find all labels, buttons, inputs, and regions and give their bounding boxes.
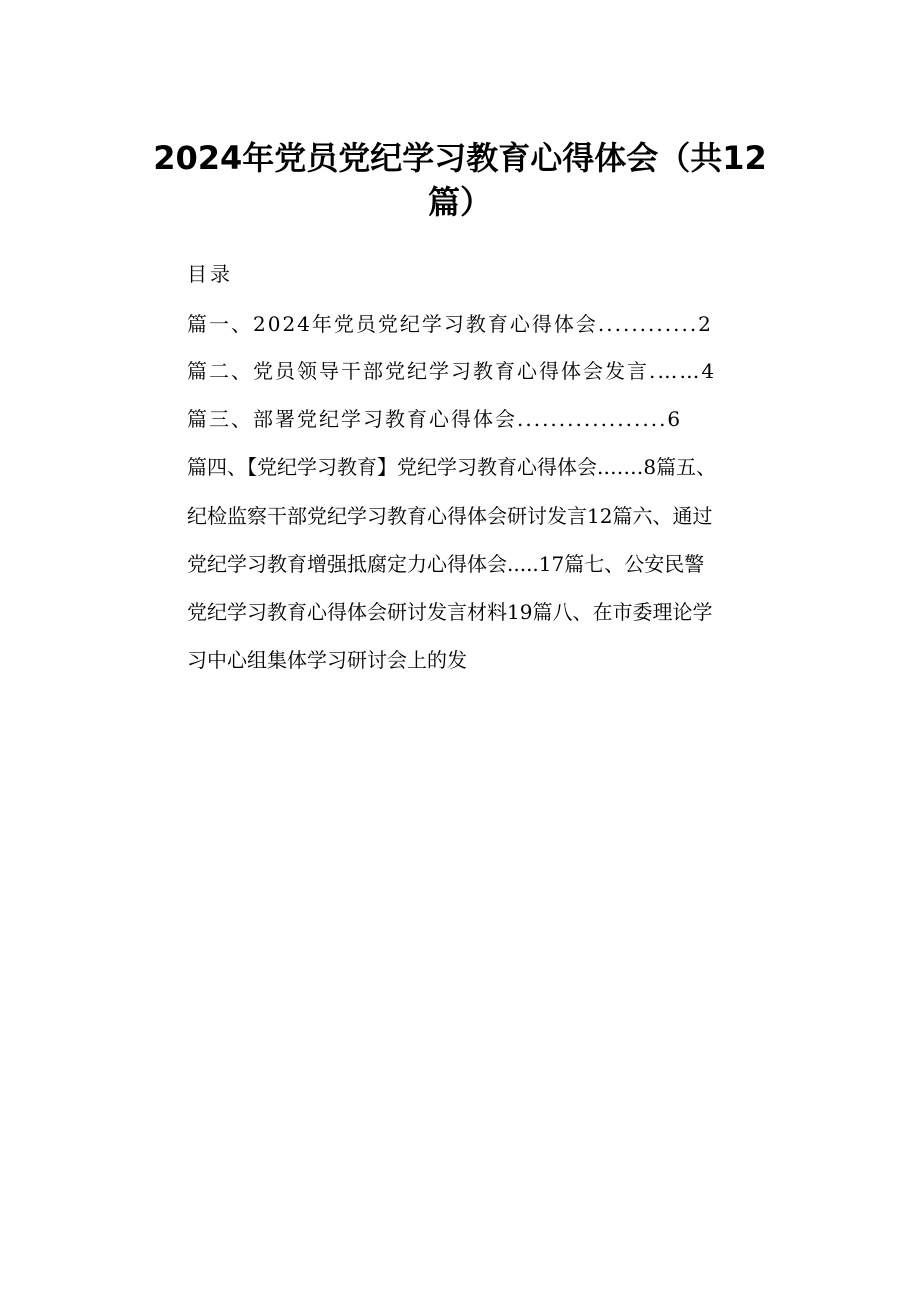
toc-line[interactable]: 习中心组集体学习研讨会上的发 — [187, 648, 467, 672]
title-line-1: 2024年党员党纪学习教育心得体会（共12 — [153, 139, 767, 177]
toc-line[interactable]: 党纪学习教育心得体会研讨发言材料19篇八、在市委理论学 — [187, 600, 713, 624]
toc-line[interactable]: 篇四、【党纪学习教育】党纪学习教育心得体会.……8篇五、 — [187, 455, 717, 479]
toc-heading: 目录 — [187, 262, 233, 286]
title-line-2: 篇） — [427, 183, 492, 221]
document-title — [120, 136, 800, 224]
toc-line[interactable]: 篇三、部署党纪学习教育心得体会..................6 — [187, 407, 683, 431]
toc-line[interactable]: 篇二、党员领导干部党纪学习教育心得体会发言.……4 — [187, 359, 717, 383]
toc-line[interactable]: 党纪学习教育增强抵腐定力心得体会.....17篇七、公安民警 — [187, 552, 705, 576]
toc-line[interactable]: 篇一、2024年党员党纪学习教育心得体会............2 — [187, 312, 713, 336]
toc-line[interactable]: 纪检监察干部党纪学习教育心得体会研讨发言12篇六、通过 — [187, 504, 713, 528]
